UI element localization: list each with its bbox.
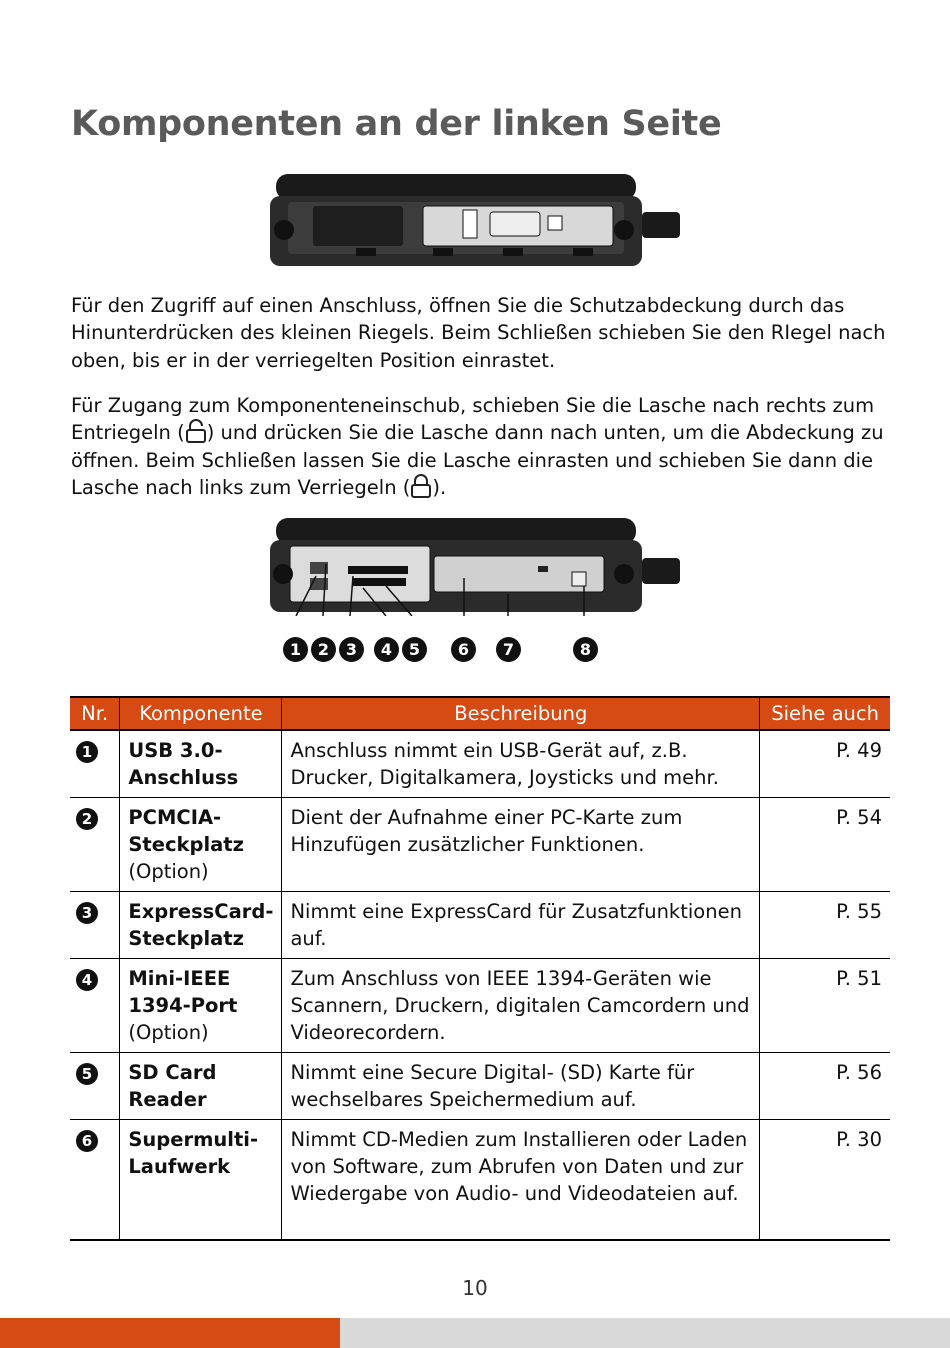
table-row [70, 730, 890, 798]
component-description: Nimmt eine Secure Digital- (SD) Karte für wechselbares Speichermedium auf. [282, 1053, 760, 1120]
component-option-note: (Option) [128, 860, 209, 883]
lock-icon [410, 474, 432, 498]
row-number-badge: 3 [76, 902, 98, 924]
component-description: Zum Anschluss von IEEE 1394-Geräten wie Scannern, Druckern, digitalen Camcordern und Videorecordern. [282, 959, 760, 1053]
callout-5: 5 [402, 637, 427, 662]
callout-8: 8 [573, 637, 598, 662]
component-name: PCMCIA-Steckplatz [128, 806, 244, 856]
component-name: ExpressCard-Steckplatz [128, 900, 274, 950]
table-row [70, 959, 890, 1053]
row-number-badge: 6 [76, 1130, 98, 1152]
component-name: Supermulti-Laufwerk [128, 1128, 259, 1178]
module-bay-text-part1: Für Zugang zum Komponenteneinschub, schieben Sie die Lasche nach rechts zum Entriegeln ( [71, 394, 875, 445]
callout-6: 6 [451, 637, 476, 662]
table-header-row [70, 697, 890, 730]
component-name: USB 3.0-Anschluss [128, 739, 239, 789]
table-row [70, 798, 890, 892]
callout-7: 7 [496, 637, 521, 662]
header-nr: Nr. [70, 697, 120, 730]
footer-accent-bar [0, 1318, 340, 1348]
component-description: Nimmt eine ExpressCard für Zusatzfunktionen auf. [282, 892, 760, 959]
laptop-left-side-closed-photo [268, 172, 688, 270]
laptop-left-side-open-photo [268, 516, 688, 616]
see-also-page: P. 51 [760, 959, 890, 1053]
row-number-badge: 1 [76, 741, 98, 763]
components-table [70, 696, 890, 1241]
component-description: Nimmt CD-Medien zum Installieren oder Laden von Software, zum Abrufen von Daten und zur Wiedergabe von Audio- und Videodateien auf. [282, 1120, 760, 1240]
see-also-page: P. 55 [760, 892, 890, 959]
callout-4: 4 [374, 637, 399, 662]
header-description: Beschreibung [282, 697, 760, 730]
component-option-note: (Option) [128, 1021, 209, 1044]
component-description: Dient der Aufnahme einer PC-Karte zum Hinzufügen zusätzlicher Funktionen. [282, 798, 760, 892]
page-number: 10 [462, 1276, 488, 1300]
callout-1: 1 [283, 637, 308, 662]
row-number-badge: 4 [76, 969, 98, 991]
unlock-icon [185, 419, 207, 443]
table-row [70, 1053, 890, 1120]
see-also-page: P. 30 [760, 1120, 890, 1240]
row-number-badge: 2 [76, 808, 98, 830]
intro-paragraph: Für den Zugriff auf einen Anschluss, öffnen Sie die Schutzabdeckung durch das Hinunterdrücken des kleinen Riegels. Beim Schließen schieben Sie den RIegel nach oben, bis er in der verriegelten Position einrastet. [71, 294, 886, 372]
header-component: Komponente [120, 697, 282, 730]
callout-3: 3 [339, 637, 364, 662]
page-title: Komponenten an der linken Seite [71, 104, 722, 144]
see-also-page: P. 56 [760, 1053, 890, 1120]
module-bay-text-part3: ). [432, 475, 447, 499]
callout-2: 2 [311, 637, 336, 662]
see-also-page: P. 54 [760, 798, 890, 892]
module-bay-text-part2: ) und drücken Sie die Lasche dann nach unten, um die Abdeckung zu öffnen. Beim Schließen lassen Sie die Lasche einrasten und schieben Sie dann die Lasche nach links zum Verriegeln ( [71, 421, 884, 499]
callout-numbers [280, 637, 610, 667]
component-name: SD Card Reader [128, 1061, 217, 1111]
table-row [70, 892, 890, 959]
module-bay-paragraph [71, 392, 891, 501]
table-row [70, 1120, 890, 1240]
see-also-page: P. 49 [760, 730, 890, 798]
footer-gray-bar [340, 1318, 950, 1348]
component-name: Mini-IEEE 1394-Port [128, 967, 238, 1017]
header-see-also: Siehe auch [760, 697, 890, 730]
component-description: Anschluss nimmt ein USB-Gerät auf, z.B. Drucker, Digitalkamera, Joysticks und mehr. [282, 730, 760, 798]
row-number-badge: 5 [76, 1063, 98, 1085]
